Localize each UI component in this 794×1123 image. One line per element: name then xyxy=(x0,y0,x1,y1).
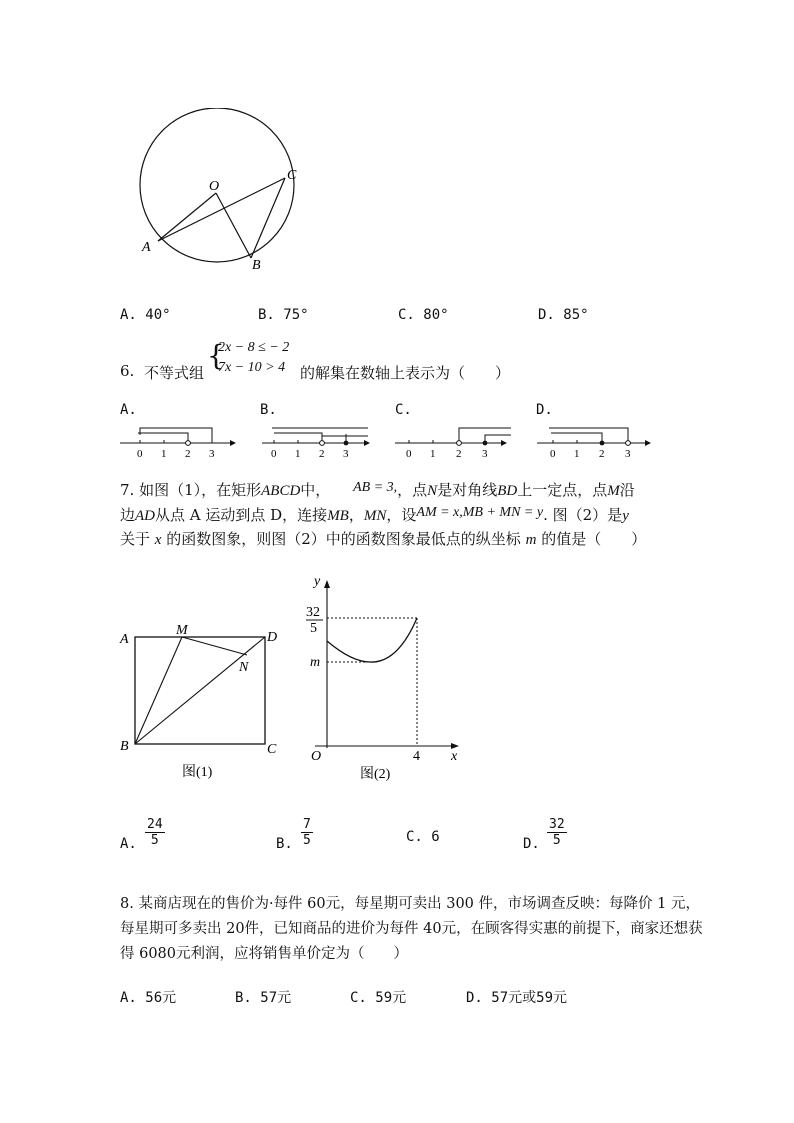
q7-line-2: 边AD从点 A 运动到点 D，连接MB，MN，设AM = x,MB + MN = y. 图（2）是y xyxy=(120,505,629,524)
svg-text:B: B xyxy=(120,739,129,754)
q5-option-b[interactable]: B. 75° xyxy=(258,307,309,323)
label-C: C xyxy=(287,168,297,183)
q7-option-c[interactable]: C. 6 xyxy=(406,829,440,845)
q6-suffix: 的解集在数轴上表示为（ ） xyxy=(300,364,511,382)
svg-text:1: 1 xyxy=(574,448,580,460)
q7-option-d-letter[interactable]: D. xyxy=(523,836,540,852)
svg-text:A: A xyxy=(120,632,129,647)
q5-option-d[interactable]: D. 85° xyxy=(538,307,589,323)
segment-OB xyxy=(216,193,251,258)
svg-text:图(2): 图(2) xyxy=(360,767,391,782)
label-A: A xyxy=(142,240,151,255)
q6-number: 6. xyxy=(120,362,135,380)
q8-line-3: 得 6080元利润，应将销售单价定为（ ） xyxy=(120,946,409,962)
q7-line-3: 关于 x 的函数图象，则图（2）中的函数图象最低点的纵坐标 m 的值是（ ） xyxy=(120,530,647,548)
svg-text:M: M xyxy=(176,623,188,638)
q6-option-a[interactable]: A. xyxy=(120,402,137,418)
q7-option-b-fraction: $\frac{7}{5}$ xyxy=(303,817,311,848)
svg-text:D: D xyxy=(267,630,278,645)
q5-circle-figure xyxy=(120,108,320,283)
svg-text:y: y xyxy=(314,574,321,589)
q7-option-a-fraction: $\frac{24}{5}$ xyxy=(147,817,163,848)
q8-option-d[interactable]: D. 57元或59元 xyxy=(466,990,568,1006)
svg-text:C: C xyxy=(267,742,277,757)
q8-options xyxy=(120,987,720,1007)
svg-text:m: m xyxy=(310,655,321,670)
label-O: O xyxy=(209,179,220,194)
q7-option-b-letter[interactable]: B. xyxy=(276,836,293,852)
svg-text:2: 2 xyxy=(185,448,191,460)
svg-text:3: 3 xyxy=(625,448,631,460)
segment-AC xyxy=(158,178,285,241)
svg-text:N: N xyxy=(239,660,249,675)
svg-text:图(1): 图(1) xyxy=(182,765,213,780)
svg-text:x: x xyxy=(451,749,458,764)
brace: { xyxy=(207,339,225,372)
segment-BC xyxy=(251,178,285,258)
q7-option-a-letter[interactable]: A. xyxy=(120,836,137,852)
q6-option-b[interactable]: B. xyxy=(260,402,277,418)
function-curve xyxy=(327,618,417,662)
q6-option-c[interactable]: C. xyxy=(395,402,412,418)
svg-text:O: O xyxy=(311,749,322,764)
q8-option-c[interactable]: C. 59元 xyxy=(350,990,407,1006)
svg-text:0: 0 xyxy=(550,448,556,460)
q6-inequality-1: 2x − 8 ≤ − 2 xyxy=(218,340,290,355)
q7-line-1: 7. 如图（1），在矩形ABCD中， AB = 3,，点N是对角线BD上一定点，点M沿 xyxy=(120,480,635,499)
svg-text:2: 2 xyxy=(599,448,605,460)
q8-line-2: 每星期可多卖出 20件，已知商品的进价为每件 40元，在顾客得实惠的前提下，商家还想获 xyxy=(120,921,703,937)
segment-MN xyxy=(182,637,247,655)
svg-text:2: 2 xyxy=(456,448,462,460)
q7-options xyxy=(120,815,720,855)
svg-text:4: 4 xyxy=(413,749,420,764)
diagonal-BD xyxy=(135,637,265,744)
label-B: B xyxy=(252,258,261,273)
svg-text:1: 1 xyxy=(295,448,301,460)
q7-figure-2 xyxy=(300,570,470,785)
svg-text:3: 3 xyxy=(343,448,349,460)
svg-text:1: 1 xyxy=(430,448,436,460)
q7-figure-1 xyxy=(115,620,285,785)
svg-text:1: 1 xyxy=(161,448,167,460)
q8-line-1: 8. 某商店现在的售价为·每件 60元，每星期可卖出 300 件，市场调查反映：每降价 1 元， xyxy=(120,896,700,912)
svg-text:0: 0 xyxy=(406,448,412,460)
q6-stem xyxy=(120,340,720,385)
q6-prefix: 不等式组 xyxy=(144,364,205,382)
svg-text:32: 32 xyxy=(306,605,320,620)
q5-options xyxy=(120,307,720,327)
q5-option-a[interactable]: A. 40° xyxy=(120,307,171,323)
svg-text:0: 0 xyxy=(137,448,143,460)
svg-text:3: 3 xyxy=(482,448,488,460)
svg-text:2: 2 xyxy=(319,448,325,460)
svg-text:0: 0 xyxy=(271,448,277,460)
segment-MB xyxy=(135,637,182,744)
q6-inequality-2: 7x − 10 > 4 xyxy=(218,360,286,375)
q6-number-line-d xyxy=(535,422,660,462)
q6-number-line-c xyxy=(393,422,518,462)
q7-option-d-fraction: $\frac{32}{5}$ xyxy=(549,817,565,848)
q6-option-d[interactable]: D. xyxy=(536,402,553,418)
svg-text:3: 3 xyxy=(209,448,215,460)
svg-text:5: 5 xyxy=(310,621,317,636)
q5-option-c[interactable]: C. 80° xyxy=(398,307,449,323)
q8-option-b[interactable]: B. 57元 xyxy=(235,990,292,1006)
q6-option-letters xyxy=(120,402,720,422)
q8-option-a[interactable]: A. 56元 xyxy=(120,990,177,1006)
q6-number-line-b xyxy=(260,422,385,462)
q6-number-line-a xyxy=(118,422,243,462)
